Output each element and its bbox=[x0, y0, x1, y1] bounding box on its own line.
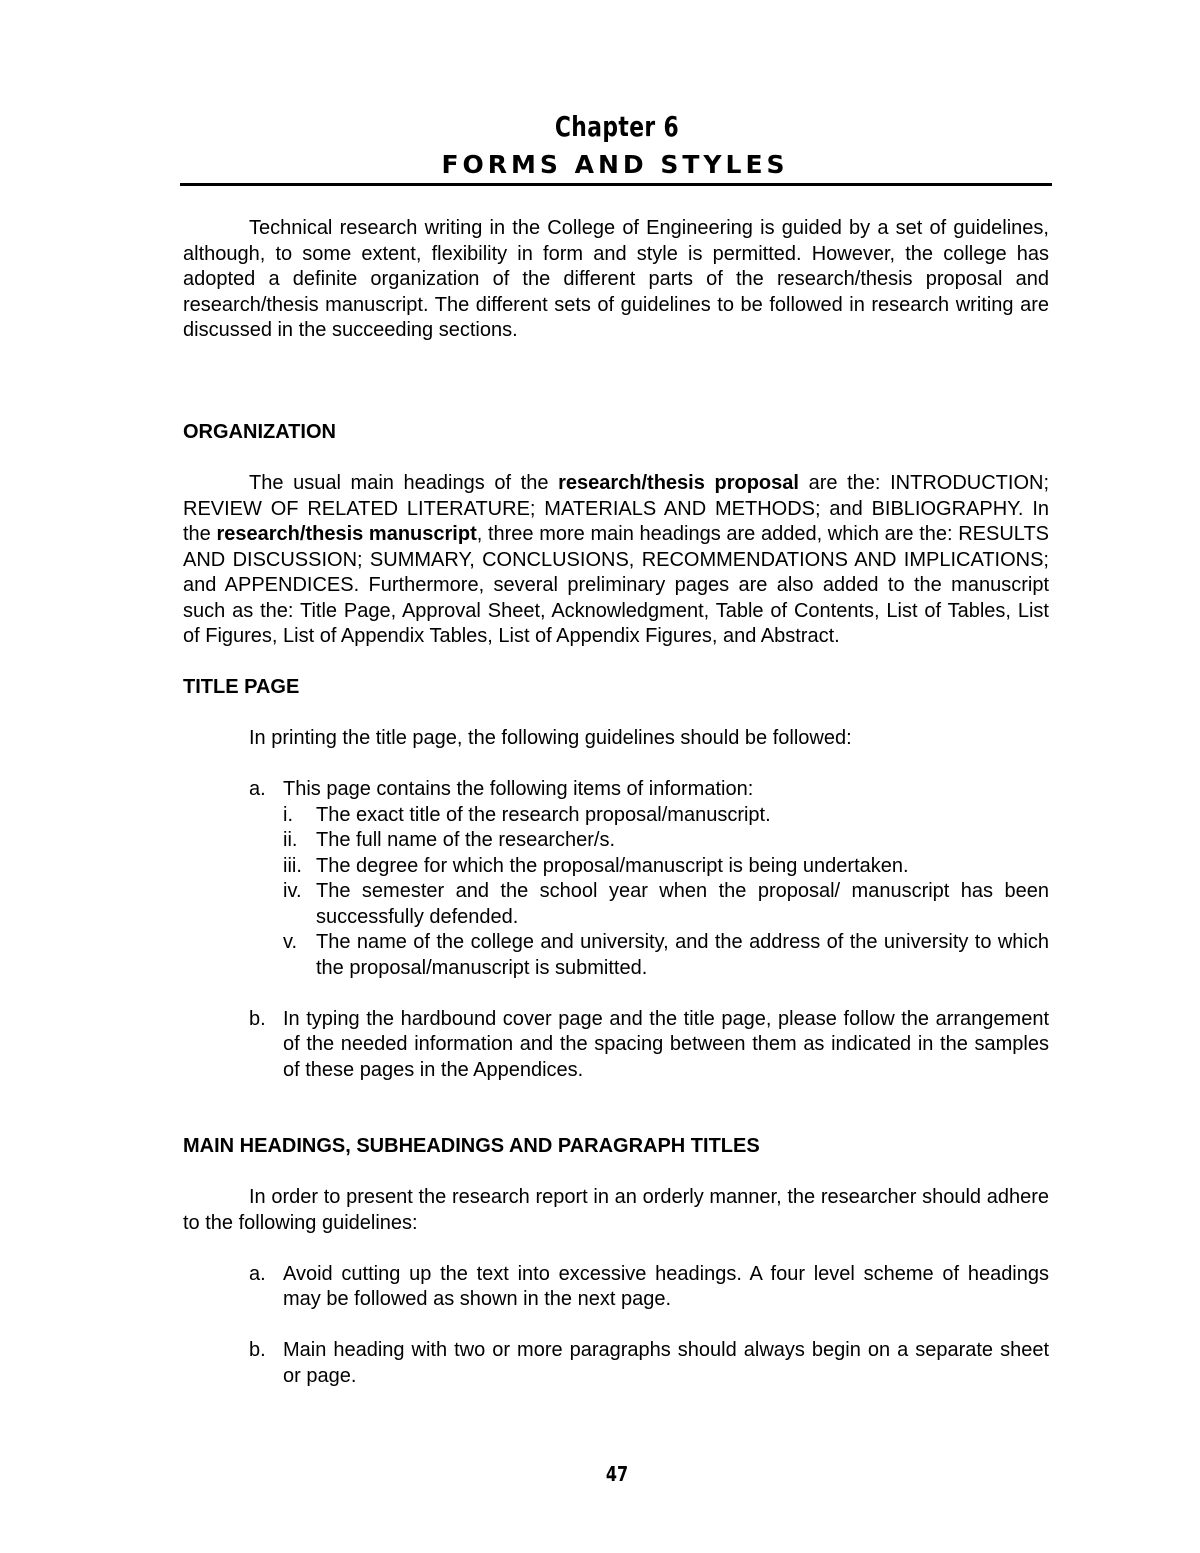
list-marker: a. bbox=[249, 778, 266, 800]
organization-text-3: , three more main headings are added, which are the: RESULTS AND DISCUSSION; SUMMARY, CONCLUSIONS, RECOMMENDATIONS AND IMPLICATIONS; and APPENDICES. Furthermore, several preliminary pages are also added to the manuscript such as the: Title Page, Approval Sheet, Acknowledgment, Table of Contents, List of Tables, List of Figures, List of Appendix Tables, List of Appendix Figures, and Abstract. bbox=[183, 523, 1050, 647]
list-text: The degree for which the proposal/manuscript is being undertaken. bbox=[316, 854, 909, 877]
list-text: The exact title of the research proposal/manuscript. bbox=[316, 803, 771, 826]
title-rule bbox=[180, 183, 1052, 186]
list-item bbox=[183, 777, 1049, 803]
list-marker: b. bbox=[249, 1007, 266, 1030]
organization-text-1: The usual main headings of the bbox=[249, 472, 559, 494]
list-item bbox=[183, 828, 1049, 854]
list-text: Main heading with two or more paragraphs should always begin on a separate sheet or page. bbox=[283, 1339, 1049, 1387]
list-text: This page contains the following items of information: bbox=[283, 778, 754, 800]
intro-paragraph: Technical research writing in the College of Engineering is guided by a set of guidelines, although, to some extent, flexibility in form and style is permitted. However, the college has adopted a definite organization of the different parts of the research/thesis proposal and research/thesis manuscript. The different sets of guidelines to be followed in research writing are discussed in the succeeding sections. bbox=[183, 217, 1049, 341]
list-text: Avoid cutting up the text into excessive headings. A four level scheme of headings may be followed as shown in the next page. bbox=[283, 1262, 1049, 1310]
list-marker: iii. bbox=[283, 854, 302, 877]
main-headings-lead: In order to present the research report in an orderly manner, the researcher should adhere to the following guidelines: bbox=[183, 1186, 1049, 1234]
list-item bbox=[183, 1262, 1049, 1313]
list-marker: a. bbox=[249, 1262, 266, 1285]
organization-heading: ORGANIZATION bbox=[183, 421, 336, 443]
list-item bbox=[183, 854, 1049, 880]
chapter-title: FORMS AND STYLES bbox=[441, 150, 789, 179]
title-page-heading: TITLE PAGE bbox=[183, 676, 300, 698]
chapter-label: Chapter 6 bbox=[554, 110, 680, 143]
list-item bbox=[183, 930, 1049, 981]
title-page-lead: In printing the title page, the following guidelines should be followed: bbox=[249, 727, 852, 749]
list-marker: b. bbox=[249, 1339, 266, 1361]
list-text: The full name of the researcher/s. bbox=[316, 829, 616, 851]
organization-paragraph bbox=[183, 471, 1049, 650]
document-body bbox=[183, 216, 1049, 1389]
organization-text-2: are the: INTRODUCTION; REVIEW OF RELATED LITERATURE; MATERIALS AND METHODS; and BIBLIOGRAPHY. In the bbox=[183, 472, 1049, 545]
organization-bold-2: research/thesis manuscript bbox=[216, 523, 477, 545]
list-marker: ii. bbox=[283, 829, 298, 851]
main-headings-heading: MAIN HEADINGS, SUBHEADINGS AND PARAGRAPH TITLES bbox=[183, 1135, 760, 1157]
list-text: In typing the hardbound cover page and the title page, please follow the arrangement of the needed information and the spacing between them as indicated in the samples of these pages in the Appendices. bbox=[283, 1007, 1049, 1081]
list-item bbox=[183, 803, 1049, 829]
list-text: The semester and the school year when the proposal/ manuscript has been successfully defended. bbox=[316, 880, 1049, 928]
page-number: 47 bbox=[605, 1462, 629, 1486]
list-marker: v. bbox=[283, 931, 298, 953]
list-item bbox=[183, 879, 1049, 930]
list-marker: i. bbox=[283, 803, 293, 826]
list-item bbox=[183, 1338, 1049, 1389]
organization-bold-1: research/thesis proposal bbox=[558, 472, 799, 494]
list-marker: iv. bbox=[283, 880, 302, 902]
list-text: The name of the college and university, and the address of the university to which the proposal/manuscript is submitted. bbox=[316, 931, 1049, 979]
list-item bbox=[183, 1007, 1049, 1084]
